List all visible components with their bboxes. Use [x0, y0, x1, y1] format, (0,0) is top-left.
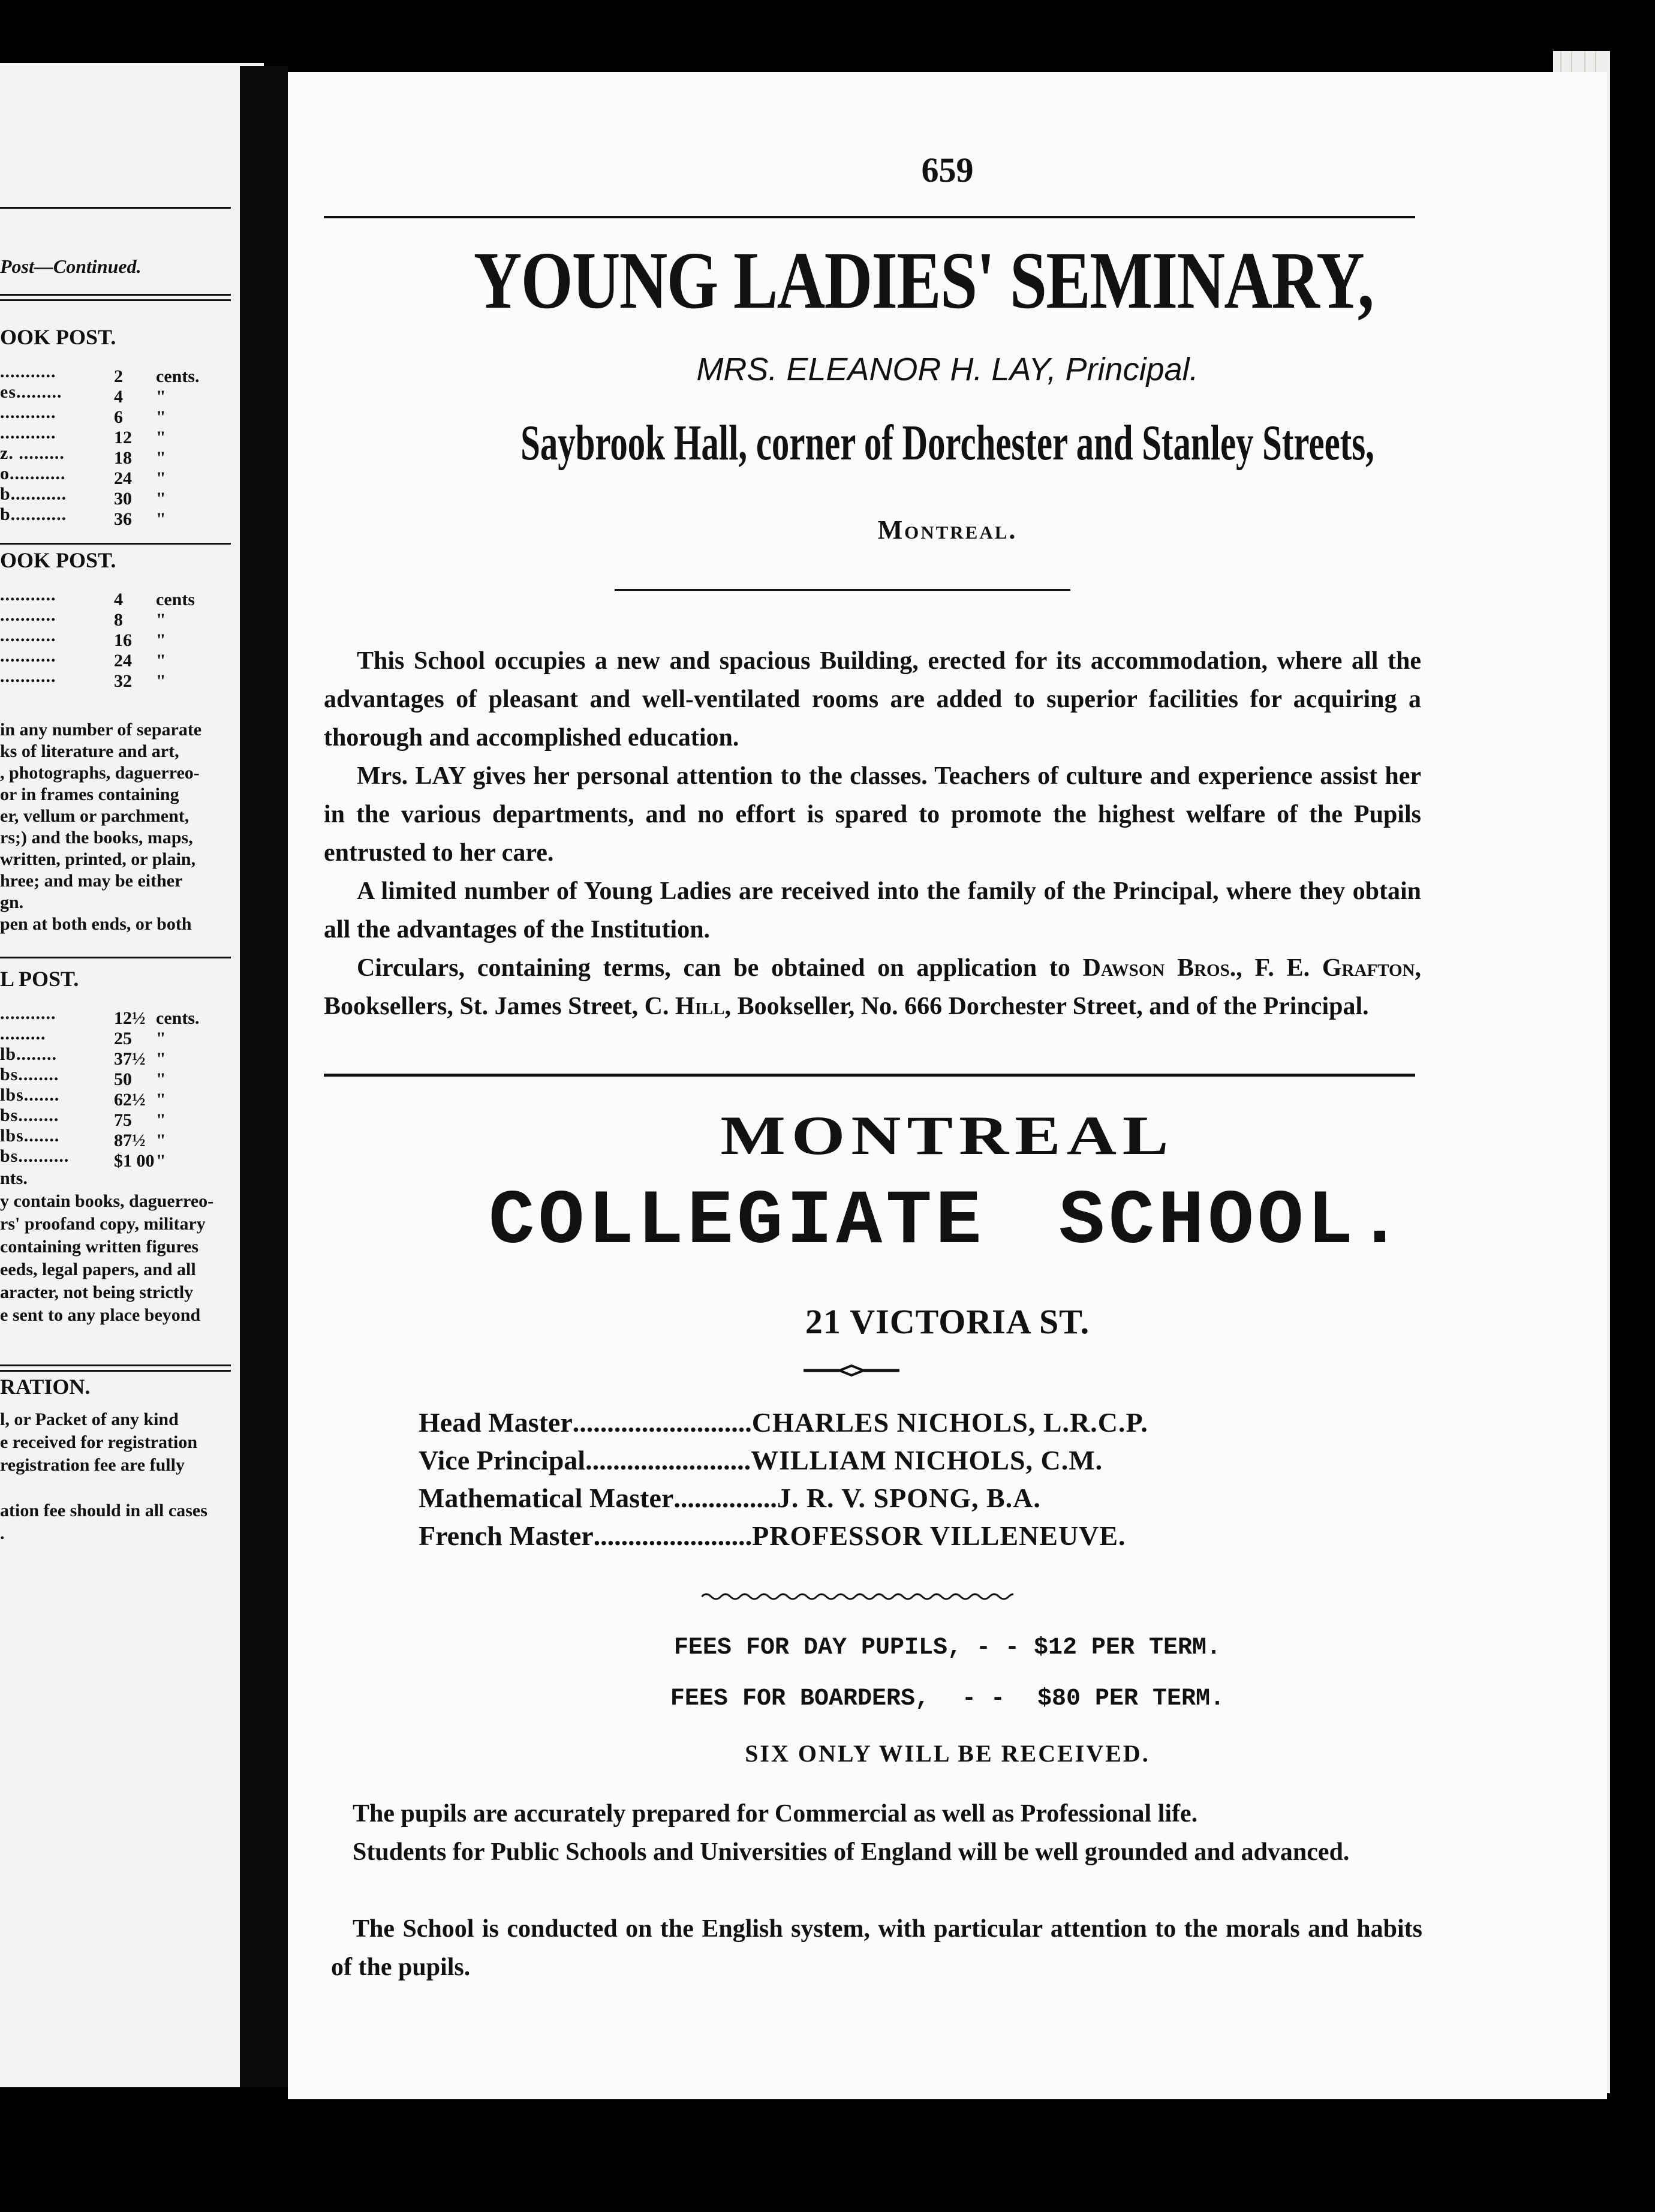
- seminary-paragraph: This School occupies a new and spacious Building, erected for its accommodation, where all the advantages of pleasant and well-ventilated rooms are added to superior facilities for acquiring a thorough and accomplished education.: [324, 647, 1421, 752]
- fee-row-day-pupils: FEES FOR DAY PUPILS, - - $12 PER TERM.: [673, 1634, 1221, 1661]
- rate-row: ......... 25 ": [0, 1024, 166, 1048]
- staff-row-french-master: French Master.......................PROFESSOR VILLENEUVE.: [419, 1520, 1126, 1551]
- left-continued-header: Post—Continued.: [0, 256, 142, 277]
- page-gutter: [240, 66, 288, 2087]
- rate-row: b........... 36 ": [0, 504, 166, 529]
- note-line: rs;) and the books, maps,: [0, 828, 193, 847]
- seminary-divider: [615, 589, 1070, 591]
- rate-row: bs........ 50 ": [0, 1065, 166, 1089]
- staff-row-vice-principal: Vice Principal........................WILLIAM NICHOLS, C.M.: [419, 1445, 1103, 1475]
- left-rule: [0, 294, 231, 301]
- seminary-address: Saybrook Hall, corner of Dorchester and Stanley Streets,: [520, 415, 1374, 471]
- collegiate-title: COLLEGIATE SCHOOL.: [488, 1179, 1407, 1266]
- rate-row: ........... 8 ": [0, 605, 166, 630]
- left-page-fragment: [0, 63, 264, 2087]
- left-rule: [0, 957, 231, 958]
- rate-row: ........... 2 cents.: [0, 362, 200, 386]
- rate-row: lb........ 37½ ": [0, 1044, 166, 1069]
- rate-row: ........... 4 cents: [0, 585, 195, 609]
- hill: C. Hill: [644, 993, 725, 1020]
- rate-row: ........... 16 ": [0, 626, 166, 650]
- left-heading-book-post: OOK POST.: [0, 325, 116, 349]
- note-line: or in frames containing: [0, 785, 179, 804]
- rate-row: es......... 4 ": [0, 382, 166, 407]
- rate-row: bs........ 75 ": [0, 1105, 166, 1130]
- ornament-divider: [804, 1362, 899, 1380]
- grafton: E. Grafton: [1286, 954, 1415, 982]
- seminary-paragraph: A limited number of Young Ladies are received into the family of the Principal, where they obtain all the advantages of the Institution.: [324, 877, 1421, 943]
- seminary-circulars-paragraph: Circulars, containing terms, can be obtained on application to Dawson Bros., F. E. Grafton, Booksellers, St. James Street, C. Hill, Bookseller, No. 666 Dorchester Street, and of the Principal.: [324, 954, 1421, 1020]
- page-number: 659: [921, 151, 974, 190]
- rate-row: ........... 6 ": [0, 402, 166, 427]
- collegiate-montreal: MONTREAL: [720, 1105, 1175, 1166]
- seminary-city: Montreal.: [877, 515, 1018, 545]
- note-line: rs' proofand copy, military: [0, 1214, 206, 1234]
- left-rule: [0, 543, 231, 545]
- note-line: registration fee are fully: [0, 1455, 185, 1475]
- note-line: .: [0, 1523, 5, 1543]
- note-line: eeds, legal papers, and all: [0, 1260, 196, 1279]
- wavy-divider: [702, 1589, 1013, 1604]
- dawson-bros: Dawson Bros.: [1082, 954, 1236, 982]
- section-rule: [324, 1074, 1415, 1077]
- limit-notice: SIX ONLY WILL BE RECEIVED.: [745, 1740, 1150, 1767]
- note-line: y contain books, daguerreo-: [0, 1191, 214, 1211]
- note-line: aracter, not being strictly: [0, 1282, 194, 1302]
- main-page: [288, 72, 1607, 2099]
- left-heading-letter-post: L POST.: [0, 967, 79, 991]
- note-line: e received for registration: [0, 1432, 198, 1452]
- staff-row-mathematical-master: Mathematical Master...............J. R. V. SPONG, B.A.: [419, 1483, 1041, 1513]
- left-rule: [0, 207, 231, 209]
- left-rule: [0, 1365, 231, 1372]
- note-line: l, or Packet of any kind: [0, 1409, 179, 1429]
- rate-row: bs.......... $1 00": [0, 1146, 166, 1171]
- left-heading-book-post: OOK POST.: [0, 548, 116, 572]
- rate-row: ........... 12 ": [0, 423, 166, 447]
- rate-row: b........... 30 ": [0, 484, 166, 509]
- rate-row: z. ......... 18 ": [0, 443, 166, 468]
- note-line: containing written figures: [0, 1237, 199, 1257]
- rate-row: ........... 12½ cents.: [0, 1003, 200, 1028]
- note-line: ation fee should in all cases: [0, 1501, 207, 1520]
- note-line: e sent to any place beyond: [0, 1305, 201, 1325]
- note-line: written, printed, or plain,: [0, 849, 196, 869]
- note-line: hree; and may be either: [0, 871, 183, 891]
- collegiate-address: 21 VICTORIA ST.: [805, 1302, 1090, 1341]
- rate-row: lbs....... 87½ ": [0, 1126, 166, 1150]
- left-heading-registration: RATION.: [0, 1375, 91, 1399]
- rate-row: o........... 24 ": [0, 464, 166, 488]
- rate-row: ........... 24 ": [0, 646, 166, 671]
- rate-row: ........... 32 ": [0, 666, 166, 691]
- note-line: gn.: [0, 892, 24, 912]
- note-line: in any number of separate: [0, 720, 202, 740]
- note-line: er, vellum or parchment,: [0, 806, 189, 826]
- top-rule: [324, 216, 1415, 218]
- fee-row-boarders: FEES FOR BOARDERS, - - $80 PER TERM.: [670, 1685, 1225, 1712]
- seminary-principal: MRS. ELEANOR H. LAY, Principal.: [696, 351, 1199, 387]
- note-line: , photographs, daguerreo-: [0, 763, 200, 783]
- note-line: pen at both ends, or both: [0, 914, 192, 934]
- collegiate-paragraph: Students for Public Schools and Universities of England will be well grounded and advanced.: [353, 1838, 1350, 1866]
- note-line: ks of literature and art,: [0, 741, 179, 761]
- seminary-title: YOUNG LADIES' SEMINARY,: [473, 236, 1374, 326]
- seminary-paragraph: Mrs. LAY gives her personal attention to the classes. Teachers of culture and experience assist her in the various departments, and no effort is spared to promote the highest welfare of the Pupils entrusted to her care.: [324, 762, 1421, 867]
- rate-row: lbs....... 62½ ": [0, 1085, 166, 1110]
- staff-row-head-master: Head Master..........................CHARLES NICHOLS, L.R.C.P.: [419, 1407, 1148, 1438]
- collegiate-paragraph: The pupils are accurately prepared for Commercial as well as Professional life.: [353, 1800, 1198, 1828]
- collegiate-paragraph: The School is conducted on the English system, with particular attention to the morals and habits of the pupils.: [331, 1915, 1422, 1981]
- note-line: nts.: [0, 1168, 28, 1188]
